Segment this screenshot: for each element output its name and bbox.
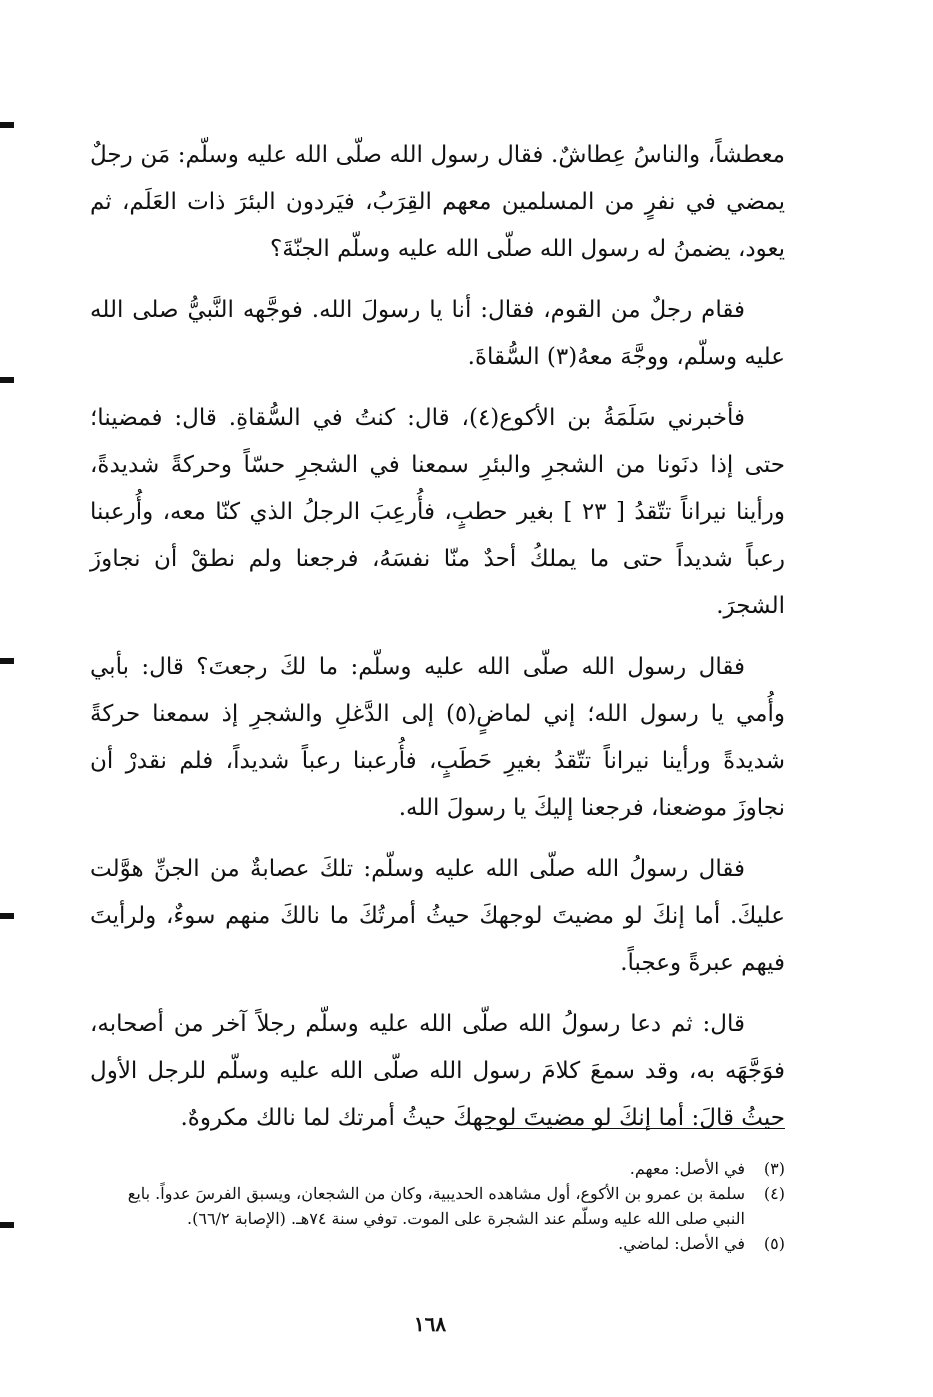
- main-text: [90, 132, 785, 1156]
- footnote-item: [95, 1231, 785, 1256]
- binding-mark: [0, 913, 14, 919]
- footnote-number: (٣): [763, 1159, 785, 1178]
- paragraph: فأخبرني سَلَمَةُ بن الأكوع(٤)، قال: كنتُ في السُّقاةِ. قال: فمضينا؛ حتى إذا دنَونا من الشجرِ والبئرِ سمعنا في الشجرِ حسّاً وحركةً شديدةً، ورأينا نيراناً تتّقدُ [ ٢٣ ] بغير حطبٍ، فأُرعِبَ الرجلُ الذي كنّا معه، وأُرعبنا رعباً شديداً حتى ما يملكُ أحدٌ منّا نفسَهُ، فرجعنا ولم نطقْ أن نجاوزَ الشجرَ.: [90, 405, 785, 619]
- footnote-number: (٥): [763, 1234, 785, 1253]
- footnote-separator: [485, 1128, 785, 1129]
- footnote-text: في الأصل: معهم.: [629, 1159, 745, 1178]
- footnote-text: في الأصل: لماضي.: [618, 1234, 745, 1253]
- paragraph: فقال رسولُ الله صلّى الله عليه وسلّم: تلكَ عصابةٌ من الجنِّ هوَّلت عليكَ. أما إنكَ لو مضيتَ لوجهكَ حيثُ أمرتُكَ ما نالكَ منهم سوءٌ، ولرأيتَ فيهم عبرةً وعجباً.: [90, 856, 785, 976]
- paragraph: فقام رجلٌ من القوم، فقال: أنا يا رسولَ الله. فوجَّهه النَّبيُّ صلى الله عليه وسلّم، ووجَّهَ معهُ(٣) السُّقاةَ.: [90, 297, 785, 370]
- paragraph: قال: ثم دعا رسولُ الله صلّى الله عليه وسلّم رجلاً آخر من أصحابه، فوَجَّهَه به، وقد سمعَ كلامَ رسول الله صلّى الله عليه وسلّم للرجل الأول حيثُ قالَ: أما إنكَ لو مضيتَ لوجهكَ حيثُ أمرتك لما نالك مكروهٌ.: [90, 1011, 785, 1131]
- footnotes: [95, 1156, 785, 1256]
- footnote-text: سلمة بن عمرو بن الأكوع، أول مشاهده الحديبية، وكان من الشجعان، ويسبق الفرسَ عدواً. بايع النبي صلى الله عليه وسلّم عند الشجرة على الموت. توفي سنة ٧٤هـ. (الإصابة ٦٦/٢).: [127, 1184, 745, 1228]
- binding-mark: [0, 658, 14, 664]
- footnote-item: [95, 1156, 785, 1181]
- paragraph: معطشاً، والناسُ عِطاشٌ. فقال رسول الله صلّى الله عليه وسلّم: مَن رجلٌ يمضي في نفرٍ من المسلمين معهم القِرَبُ، فيَردون البئرَ ذات العَلَم، ثم يعود، يضمنُ له رسول الله صلّى الله عليه وسلّم الجنّةَ؟: [90, 142, 785, 262]
- footnote-number: (٤): [763, 1184, 785, 1203]
- binding-mark: [0, 122, 14, 128]
- footnote-item: [95, 1181, 785, 1231]
- binding-mark: [0, 1222, 14, 1228]
- binding-mark: [0, 377, 14, 383]
- page-number: ١٦٨: [413, 1312, 447, 1336]
- paragraph: فقال رسول الله صلّى الله عليه وسلّم: ما لكَ رجعتَ؟ قال: بأبي وأُمي يا رسول الله؛ إني لماضٍ(٥) إلى الدَّغلِ والشجرِ إذ سمعنا حركةً شديدةً ورأينا نيراناً تتّقدُ بغيرِ حَطَبٍ، فأُرعبنا رعباً شديداً، فلم نقدرْ أن نجاوزَ موضعنا، فرجعنا إليكَ يا رسولَ الله.: [90, 654, 785, 821]
